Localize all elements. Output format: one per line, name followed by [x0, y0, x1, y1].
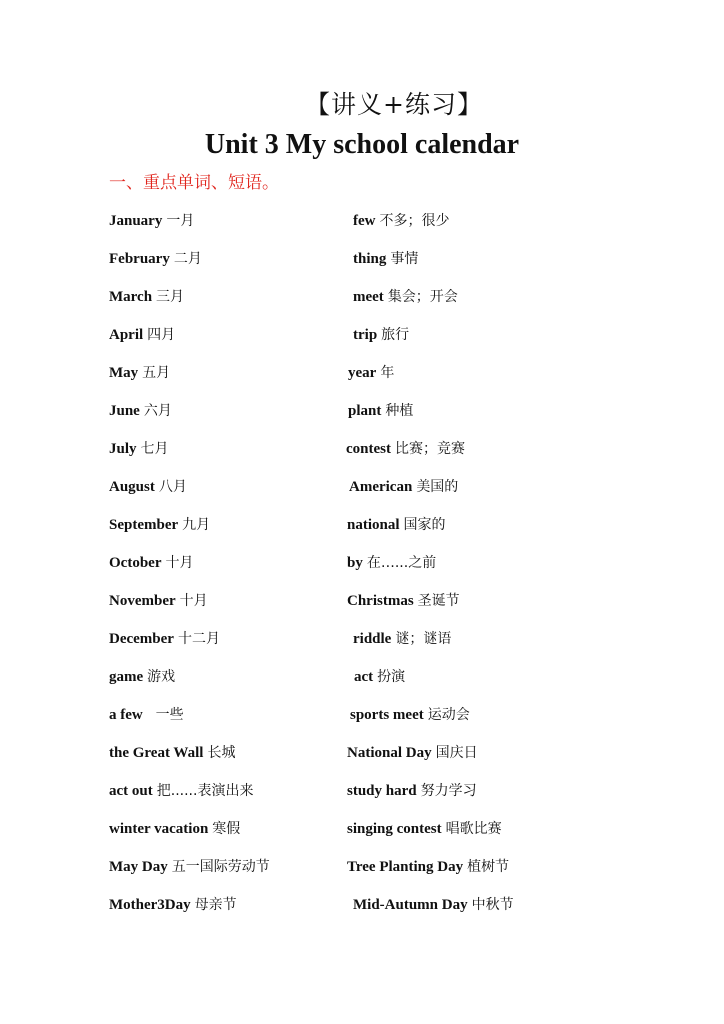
vocab-item-left — [109, 891, 237, 918]
vocab-chinese: 扮演 — [377, 669, 406, 685]
vocab-english: December — [109, 631, 174, 647]
vocab-item-left — [109, 473, 187, 500]
vocab-item-left — [109, 853, 270, 880]
vocab-row — [0, 245, 724, 271]
vocab-row — [0, 207, 724, 233]
vocab-chinese: 不多；很少 — [379, 213, 450, 229]
vocab-chinese: 集会；开会 — [387, 289, 458, 305]
vocab-item-left — [109, 777, 253, 804]
vocab-item-left — [109, 359, 170, 386]
vocab-english: national — [347, 517, 400, 533]
vocab-english: June — [109, 403, 140, 419]
vocab-item-right — [347, 511, 446, 538]
vocab-english: March — [109, 289, 153, 305]
vocab-item-left — [109, 663, 175, 690]
vocab-item-left — [109, 587, 208, 614]
vocab-english: singing contest — [347, 821, 442, 837]
vocab-chinese: 植树节 — [467, 859, 510, 875]
vocab-chinese: 圣诞节 — [417, 593, 460, 609]
vocab-chinese: 美国的 — [416, 479, 459, 495]
vocab-item-left — [109, 625, 220, 652]
vocab-row — [0, 435, 724, 461]
vocab-item-right — [353, 283, 458, 310]
vocab-chinese: 种植 — [385, 403, 414, 419]
vocab-item-left — [109, 397, 172, 424]
vocab-chinese: 一些 — [146, 707, 184, 723]
vocab-item-left — [109, 283, 184, 310]
vocab-english: National Day — [347, 745, 432, 761]
vocab-item-left — [109, 321, 175, 348]
vocab-english: May Day — [109, 859, 168, 875]
vocab-english: by — [347, 555, 363, 571]
vocab-english: April — [109, 327, 144, 343]
vocab-item-right — [346, 435, 465, 462]
vocab-row — [0, 511, 724, 537]
vocab-english: riddle — [353, 631, 392, 647]
page-title: Unit 3 My school calendar — [204, 129, 520, 160]
vocab-row — [0, 587, 724, 613]
vocab-item-right — [354, 663, 405, 690]
vocab-item-right — [347, 853, 509, 880]
vocab-item-right — [353, 625, 451, 652]
vocab-row — [0, 777, 724, 803]
vocab-english: winter vacation — [109, 821, 209, 837]
vocab-item-right — [353, 321, 409, 348]
vocab-chinese: 寒假 — [212, 821, 241, 837]
vocab-chinese: 旅行 — [381, 327, 410, 343]
vocab-item-right — [353, 207, 450, 234]
vocab-item-right — [350, 701, 470, 728]
handout-tag: 【讲义+练习】 — [305, 90, 483, 119]
vocab-item-right — [347, 739, 478, 766]
vocab-item-right — [347, 549, 436, 576]
vocab-chinese: 谜；谜语 — [395, 631, 452, 647]
vocab-item-right — [347, 777, 477, 804]
vocab-row — [0, 283, 724, 309]
vocab-english: meet — [353, 289, 384, 305]
vocab-english: year — [348, 365, 377, 381]
vocab-english: plant — [348, 403, 382, 419]
vocab-item-left — [109, 549, 193, 576]
vocab-item-left — [109, 207, 194, 234]
vocab-chinese: 五一国际劳动节 — [171, 859, 270, 875]
vocab-english: contest — [346, 441, 391, 457]
vocab-chinese: 事情 — [390, 251, 419, 267]
vocab-chinese: 五月 — [142, 365, 171, 381]
vocab-row — [0, 815, 724, 841]
vocab-item-left — [109, 245, 202, 272]
vocab-item-left — [109, 815, 240, 842]
vocab-chinese: 三月 — [156, 289, 185, 305]
vocab-english: July — [109, 441, 137, 457]
vocab-chinese: 六月 — [143, 403, 172, 419]
vocab-row — [0, 739, 724, 765]
vocab-english: American — [349, 479, 413, 495]
vocab-chinese: 长城 — [207, 745, 236, 761]
vocab-item-right — [353, 891, 514, 918]
vocab-english: October — [109, 555, 162, 571]
vocab-row — [0, 891, 724, 917]
vocab-item-right — [348, 359, 394, 386]
vocab-english: game — [109, 669, 144, 685]
vocab-row — [0, 473, 724, 499]
vocab-row — [0, 397, 724, 423]
vocab-chinese: 四月 — [147, 327, 176, 343]
vocab-chinese: 运动会 — [427, 707, 470, 723]
vocab-chinese: 国庆日 — [435, 745, 478, 761]
vocab-chinese: 在…...之前 — [366, 555, 437, 571]
vocab-item-left — [109, 435, 169, 462]
vocab-chinese: 二月 — [173, 251, 202, 267]
vocab-chinese: 中秋节 — [471, 897, 514, 913]
vocab-chinese: 比赛；竞赛 — [395, 441, 465, 457]
vocab-chinese: 游戏 — [147, 669, 176, 685]
vocab-english: Tree Planting Day — [347, 859, 464, 875]
vocab-chinese: 九月 — [182, 517, 211, 533]
vocab-english: May — [109, 365, 139, 381]
vocab-row — [0, 549, 724, 575]
vocab-chinese: 把......表演出来 — [156, 783, 254, 799]
vocab-english: act — [354, 669, 374, 685]
vocab-english: study hard — [347, 783, 417, 799]
vocab-english: trip — [353, 327, 378, 343]
vocab-english: August — [109, 479, 155, 495]
vocab-english: the Great Wall — [109, 745, 204, 761]
vocab-english: February — [109, 251, 170, 267]
vocab-chinese: 十月 — [165, 555, 194, 571]
vocab-english: sports meet — [350, 707, 424, 723]
vocab-chinese: 努力学习 — [420, 783, 477, 799]
section-title: 一、重点单词、短语。 — [109, 173, 279, 193]
vocab-row — [0, 663, 724, 689]
vocab-item-right — [347, 815, 502, 842]
vocab-item-right — [347, 587, 460, 614]
vocab-english: November — [109, 593, 176, 609]
vocab-english: thing — [353, 251, 387, 267]
vocab-chinese: 唱歌比赛 — [445, 821, 502, 837]
vocab-row — [0, 701, 724, 727]
vocab-english: Christmas — [347, 593, 414, 609]
vocab-chinese: 年 — [380, 365, 395, 381]
vocab-row — [0, 853, 724, 879]
vocab-row — [0, 321, 724, 347]
vocab-chinese: 国家的 — [403, 517, 446, 533]
vocab-english: Mid-Autumn Day — [353, 897, 468, 913]
vocab-row — [0, 625, 724, 651]
vocab-english: act out — [109, 783, 153, 799]
vocab-item-right — [349, 473, 458, 500]
vocab-item-right — [348, 397, 413, 424]
vocab-item-left — [109, 739, 235, 766]
vocab-item-right — [353, 245, 418, 272]
vocab-chinese: 七月 — [140, 441, 169, 457]
vocab-item-left — [109, 701, 184, 728]
vocab-chinese: 十二月 — [177, 631, 220, 647]
vocab-english: a few — [109, 707, 143, 723]
vocab-chinese: 母亲节 — [194, 897, 237, 913]
vocab-item-left — [109, 511, 210, 538]
vocab-english: few — [353, 213, 376, 229]
vocab-english: January — [109, 213, 163, 229]
vocab-chinese: 十月 — [179, 593, 208, 609]
vocab-english: September — [109, 517, 179, 533]
vocab-chinese: 一月 — [166, 213, 195, 229]
vocab-row — [0, 359, 724, 385]
vocab-english: Mother3Day — [109, 897, 191, 913]
vocab-chinese: 八月 — [158, 479, 187, 495]
